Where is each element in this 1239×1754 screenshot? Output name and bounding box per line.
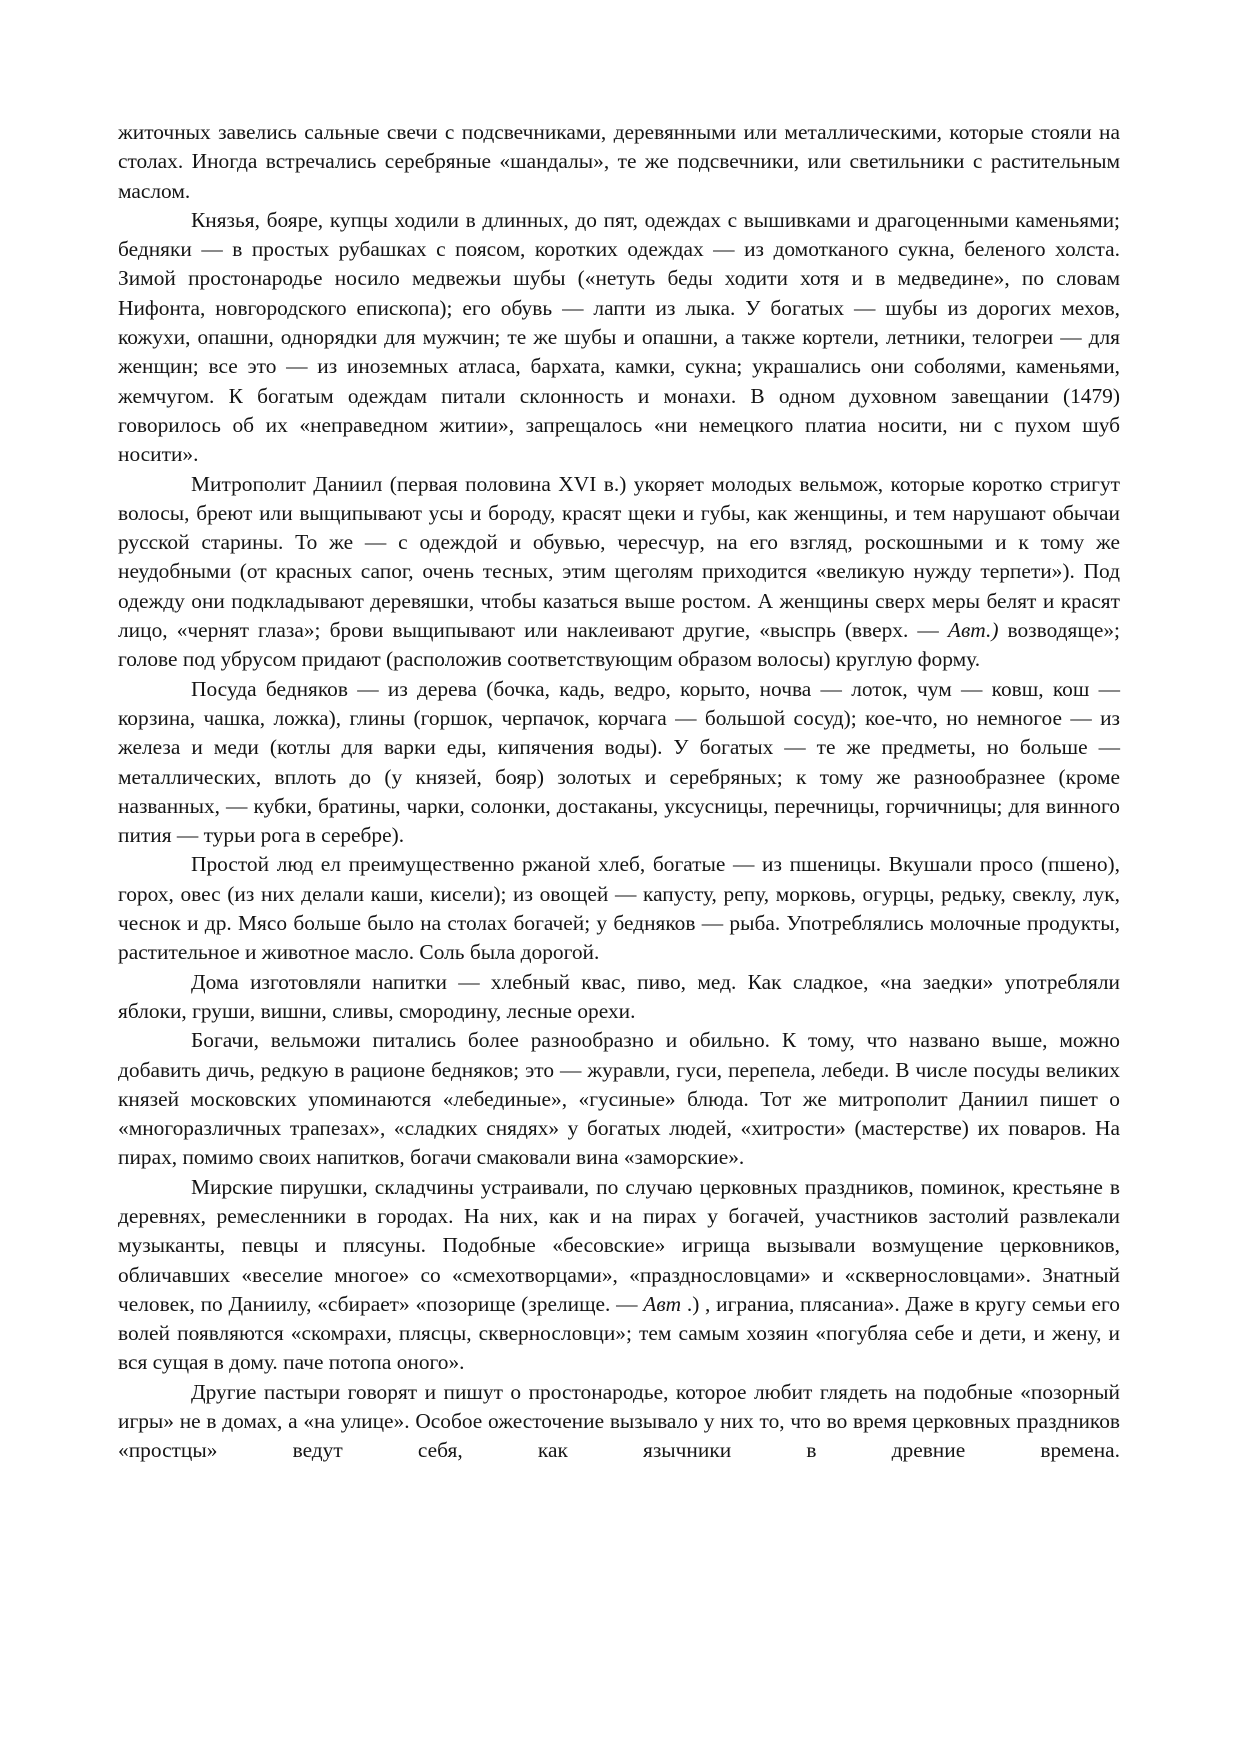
text-segment: Дома изготовляли напитки — хлебный квас, пиво, мед. Как сладкое, «на заедки» употребляли яблоки, груши, вишни, сливы, смородину, лесные орехи. xyxy=(118,969,1120,1023)
text-segment: Мирские пирушки, складчины устраивали, по случаю церковных праздников, поминок, крестьяне в деревнях, ремесленники в городах. На них, как и на пирах у богачей, участников застолий развлекали музыканты, певцы и плясуны. Подобные «бесовские» игрища вызывали возмущение церковников, обличавших «веселие многое» со «смехотворцами», «празднословцами» и «сквернословцами». Знатный человек, по Даниилу, «сбирает» «позорище (зрелище. — xyxy=(118,1174,1120,1316)
paragraph-street-games xyxy=(118,1378,1120,1466)
body-text xyxy=(118,118,1120,1466)
paragraph-metropolitan-daniil xyxy=(118,470,1120,675)
text-segment: Посуда бедняков — из дерева (бочка, кадь, ведро, корыто, ночва — лоток, чум — ковш, кош — корзина, чашка, ложка), глины (горшок, черпачок, корчага — большой сосуд); кое-что, но немногое — из железа и меди (котлы для варки еды, кипячения воды). У богатых — те же предметы, но больше — металлических, вплоть до (у князей, бояр) золотых и серебряных; к тому же разнообразнее (кроме названных, — кубки, братины, чарки, солонки, достаканы, уксусницы, перечницы, горчичницы; для винного пития — турьи рога в серебре). xyxy=(118,676,1120,848)
text-segment: Простой люд ел преимущественно ржаной хлеб, богатые — из пшеницы. Вкушали просо (пшено), горох, овес (из них делали каши, кисели); из овощей — капусту, репу, морковь, огурцы, редьку, свеклу, лук, чеснок и др. Мясо больше было на столах богачей; у бедняков — рыба. Употреблялись молочные продукты, растительное и животное масло. Соль была дорогой. xyxy=(118,852,1120,965)
paragraph-intro-continuation xyxy=(118,118,1120,206)
paragraph-clothing xyxy=(118,206,1120,470)
paragraph-food xyxy=(118,850,1120,967)
paragraph-tableware xyxy=(118,675,1120,851)
author-note-italic: Авт.) xyxy=(947,618,999,643)
text-segment: .) , играниа, плясаниа». Даже в кругу семьи его волей появляются «скомрахи, плясцы, сквернословци»; тем самым хозяин «погубляа себе и дети, и жену, и вся сущая в дому. паче потопа оного». xyxy=(118,1291,1120,1375)
paragraph-rich-diet xyxy=(118,1026,1120,1172)
text-segment: Другие пастыри говорят и пишут о простонародье, которое любит глядеть на подобные «позорный игры» не в домах, а «на улице». Особое ожесточение вызывало у них то, что во время церковных праздников «простцы» ведут себя, как язычники в древние времена. xyxy=(118,1379,1120,1463)
text-segment: Князья, бояре, купцы ходили в длинных, до пят, одеждах с вышивками и драгоценными каменьями; бедняки — в простых рубашках с поясом, коротких одеждах — из домотканого сукна, беленого холста. Зимой простонародье носило медвежьи шубы («нетуть беды ходити хотя и в медведине», по словам Нифонта, новгородского епископа); его обувь — лапти из лыка. У богатых — шубы из дорогих мехов, кожухи, опашни, однорядки для мужчин; те же шубы и опашни, а также кортели, летники, телогреи — для женщин; все это — из иноземных атласа, бархата, камки, сукна; украшались они соболями, каменьями, жемчугом. К богатым одеждам питали склонность и монахи. В одном духовном завещании (1479) говорилось об их «неправедном житии», запрещалось «ни немецкого платиа носити, ни с пухом шуб носити». xyxy=(118,207,1120,467)
paragraph-feasts xyxy=(118,1173,1120,1378)
text-segment: Богачи, вельможи питались более разнообразно и обильно. К тому, что названо выше, можно добавить дичь, редкую в рационе бедняков; это — журавли, гуси, перепела, лебеди. В числе посуды великих князей московских упоминаются «лебединые», «гусиные» блюда. Тот же митрополит Даниил пишет о «многоразличных трапезах», «сладких снядях» у богатых людей, «хитрости» (мастерстве) их поваров. На пирах, помимо своих напитков, богачи смаковали вина «заморские». xyxy=(118,1028,1120,1170)
author-note-italic: Авт xyxy=(643,1291,682,1316)
text-segment: житочных завелись сальные свечи с подсвечниками, деревянными или металлическими, которые стояли на столах. Иногда встречались серебряные «шандалы», те же подсвечники, или светильники с растительным маслом. xyxy=(118,120,1120,203)
text-segment: возводяще»; голове под убрусом придают (расположив соответствующим образом волосы) круглую форму. xyxy=(118,618,1120,672)
paragraph-drinks xyxy=(118,968,1120,1027)
text-segment: Митрополит Даниил (первая половина XVI в.) укоряет молодых вельмож, которые коротко стригут волосы, бреют или выщипывают усы и бороду, красят щеки и губы, как женщины, и тем нарушают обычаи русской старины. То же — с одеждой и обувью, чересчур, на его взгляд, роскошными и к тому же неудобными (от красных сапог, очень тесных, этим щеголям приходится «великую нужду терпети»). Под одежду они подкладывают деревяшки, чтобы казаться выше ростом. А женщины сверх меры белят и красят лицо, «чернят глаза»; брови выщипывают или наклеивают другие, «выспрь (вверх. — xyxy=(118,471,1120,643)
